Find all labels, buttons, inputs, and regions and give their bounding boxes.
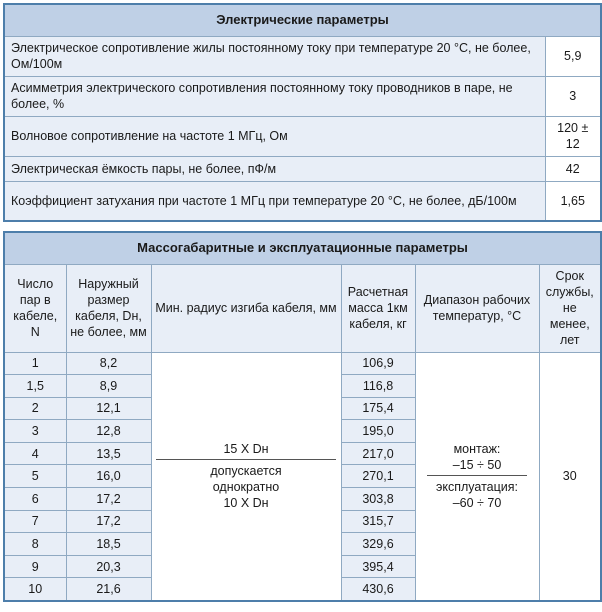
diameter-cell: 12,8	[66, 420, 151, 443]
mass-cell: 315,7	[341, 510, 415, 533]
table-row	[4, 352, 601, 375]
mount-label: монтаж:	[453, 442, 501, 457]
use-label: эксплуатация:	[435, 480, 518, 495]
bend-radius-cell	[151, 352, 341, 601]
electrical-table-title: Электрические параметры	[4, 4, 601, 36]
diameter-cell: 8,9	[66, 375, 151, 398]
asymmetry-label: Асимметрия электрического сопротивления постоянному току проводников в паре, не более, %	[4, 76, 545, 116]
pairs-cell: 10	[4, 578, 66, 601]
diameter-cell: 21,6	[66, 578, 151, 601]
temperature-range-cell	[415, 352, 539, 601]
diameter-cell: 12,1	[66, 397, 151, 420]
header-temperature: Диапазон рабочих температур, °С	[415, 264, 539, 352]
mechanical-parameters-table	[3, 231, 602, 602]
bend-radius-main: 15 Х Dн	[223, 442, 269, 457]
bend-radius-note: допускается однократно	[210, 464, 282, 495]
mount-range: –15 ÷ 50	[452, 458, 502, 473]
mass-cell: 175,4	[341, 397, 415, 420]
resistance-label: Электрическое сопротивление жилы постоянному току при температуре 20 °С, не более, Ом/100м	[4, 36, 545, 76]
capacitance-value: 42	[545, 156, 601, 181]
pairs-cell: 4	[4, 442, 66, 465]
header-service-life: Срок службы, не менее, лет	[539, 264, 601, 352]
mechanical-table-body	[4, 352, 601, 601]
diameter-cell: 18,5	[66, 533, 151, 556]
bend-radius-alt: 10 Х Dн	[223, 496, 269, 511]
diameter-cell: 13,5	[66, 442, 151, 465]
mass-cell: 395,4	[341, 555, 415, 578]
pairs-cell: 8	[4, 533, 66, 556]
pairs-cell: 3	[4, 420, 66, 443]
pairs-cell: 1,5	[4, 375, 66, 398]
pairs-cell: 1	[4, 352, 66, 375]
header-mass: Расчетная масса 1км кабеля, кг	[341, 264, 415, 352]
impedance-value: 120 ± 12	[545, 116, 601, 156]
pairs-cell: 6	[4, 488, 66, 511]
diameter-cell: 20,3	[66, 555, 151, 578]
impedance-label: Волновое сопротивление на частоте 1 МГц, Ом	[4, 116, 545, 156]
electrical-parameters-table	[3, 3, 602, 222]
use-range: –60 ÷ 70	[452, 496, 502, 511]
attenuation-label: Коэффициент затухания при частоте 1 МГц при температуре 20 °С, не более, дБ/100м	[4, 181, 545, 221]
mass-cell: 430,6	[341, 578, 415, 601]
mass-cell: 217,0	[341, 442, 415, 465]
header-radius: Мин. радиус изгиба кабеля, мм	[151, 264, 341, 352]
mass-cell: 270,1	[341, 465, 415, 488]
header-pairs: Число пар в кабеле, N	[4, 264, 66, 352]
mechanical-table-title: Массогабаритные и эксплуатационные параметры	[4, 232, 601, 264]
service-life-cell: 30	[539, 352, 601, 601]
diameter-cell: 16,0	[66, 465, 151, 488]
diameter-cell: 17,2	[66, 510, 151, 533]
header-diameter: Наружный размер кабеля, Dн, не более, мм	[66, 264, 151, 352]
diameter-cell: 8,2	[66, 352, 151, 375]
diameter-cell: 17,2	[66, 488, 151, 511]
pairs-cell: 2	[4, 397, 66, 420]
pairs-cell: 7	[4, 510, 66, 533]
mass-cell: 195,0	[341, 420, 415, 443]
divider	[427, 475, 527, 476]
pairs-cell: 5	[4, 465, 66, 488]
mass-cell: 106,9	[341, 352, 415, 375]
mass-cell: 329,6	[341, 533, 415, 556]
capacitance-label: Электрическая ёмкость пары, не более, пФ/м	[4, 156, 545, 181]
asymmetry-value: 3	[545, 76, 601, 116]
resistance-value: 5,9	[545, 36, 601, 76]
mass-cell: 116,8	[341, 375, 415, 398]
attenuation-value: 1,65	[545, 181, 601, 221]
mass-cell: 303,8	[341, 488, 415, 511]
pairs-cell: 9	[4, 555, 66, 578]
divider	[156, 459, 336, 460]
